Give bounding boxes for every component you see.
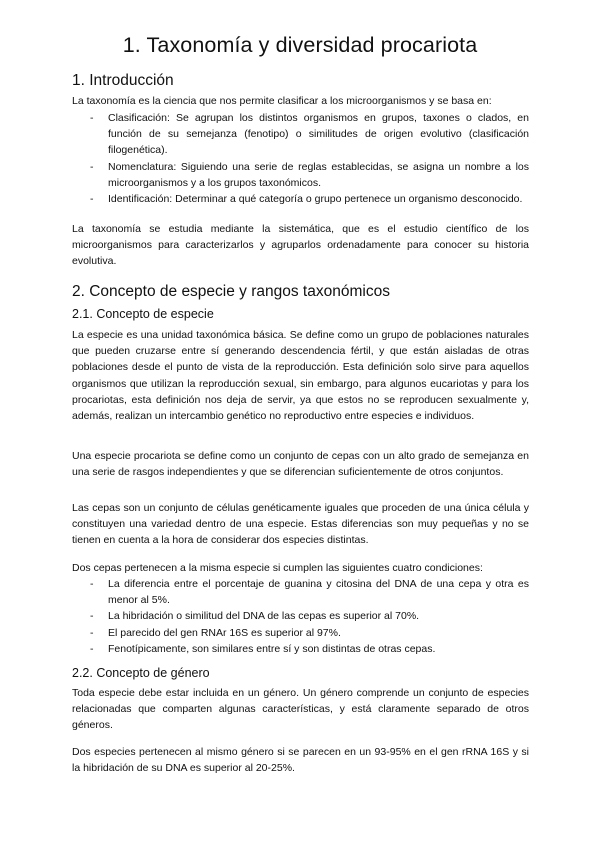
especie-paragraph-3: Las cepas son un conjunto de células genéticamente iguales que proceden de una única célula y constituyen una variedad dentro de una especie. Estas diferencias son muy pequeñas y no se tienen en cuenta a la hora de considerar dos especies distintas. — [72, 502, 529, 547]
dash-marker: - — [90, 160, 94, 173]
dash-marker: - — [90, 642, 94, 655]
heading-introduccion: 1. Introducción — [72, 72, 174, 89]
list-item — [90, 191, 529, 207]
intro-lead: La taxonomía es la ciencia que nos permite clasificar a los microorganismos y se basa en: — [72, 95, 492, 107]
list-item — [90, 641, 529, 657]
list-item-text: Nomenclatura: Siguiendo una serie de reglas establecidas, se asigna un nombre a los microorganismos y a los grupos taxonómicos. — [108, 160, 529, 189]
heading-concepto-genero: 2.2. Concepto de género — [72, 666, 210, 680]
list-item — [90, 576, 529, 608]
list-item-text: Identificación: Determinar a qué categoría o grupo pertenece un organismo desconocido. — [108, 193, 523, 206]
heading-concepto-especie: 2.1. Concepto de especie — [72, 307, 214, 321]
list-item — [90, 110, 529, 159]
dash-marker: - — [90, 112, 94, 124]
dash-marker: - — [90, 610, 94, 623]
dash-marker: - — [90, 578, 94, 590]
especie-paragraph-2: Una especie procariota se define como un conjunto de cepas con un alto grado de semejanza en una serie de rasgos independientes y que se diferencian suficientemente de otros conjuntos. — [72, 450, 529, 479]
list-item — [90, 608, 529, 624]
heading-concepto-especie-rangos: 2. Concepto de especie y rangos taxonómicos — [72, 283, 390, 300]
especie-paragraph-1: La especie es una unidad taxonómica básica. Se define como un grupo de poblaciones naturales que pueden cruzarse entre sí generando descendencia fértil, y que están aisladas de otras poblaciones desde el punto de vista de la reproducción. Esta definición solo sirve para aquellos organismos que utilizan la reproducción sexual, sin embargo, para algunos eucariotas y para los procariotas, esta definición nos deja de servir, ya que estos no se reproducen sexualmente y, además, realizan un intercambio genético no reproductivo entre especies e individuos. — [72, 329, 529, 423]
conditions-list — [90, 576, 529, 657]
dash-marker: - — [90, 193, 94, 206]
conditions-lead: Dos cepas pertenecen a la misma especie si cumplen las siguientes cuatro condiciones: — [72, 562, 483, 574]
intro-list — [90, 110, 529, 207]
list-item-text: El parecido del gen RNAr 16S es superior al 97%. — [108, 626, 341, 639]
list-item — [90, 159, 529, 191]
list-item — [90, 625, 529, 641]
intro-closing: La taxonomía se estudia mediante la sistemática, que es el estudio científico de los microorganismos para caracterizarlos y agruparlos ordenadamente para conocer su historia evolutiva. — [72, 223, 529, 268]
dash-marker: - — [90, 626, 94, 639]
genero-paragraph-1: Toda especie debe estar incluida en un género. Un género comprende un conjunto de especies relacionadas que comparten algunas características, y está claramente separado de otros géneros. — [72, 687, 529, 732]
list-item-text: La diferencia entre el porcentaje de guanina y citosina del DNA de una cepa y otra es menor al 5%. — [108, 578, 529, 607]
list-item-text: Clasificación: Se agrupan los distintos organismos en grupos, taxones o clados, en función de su semejanza (fenotipo) o similitudes de origen evolutivo (clasificación filogenética). — [108, 112, 529, 157]
list-item-text: La hibridación o similitud del DNA de las cepas es superior al 70%. — [108, 610, 420, 623]
page-title: 1. Taxonomía y diversidad procariota — [122, 33, 478, 57]
list-item-text: Fenotípicamente, son similares entre sí y son distintas de otras cepas. — [108, 642, 436, 655]
genero-paragraph-2: Dos especies pertenecen al mismo género si se parecen en un 93-95% en el gen rRNA 16S y si la hibridación de su DNA es superior al 20-25%. — [72, 746, 529, 775]
